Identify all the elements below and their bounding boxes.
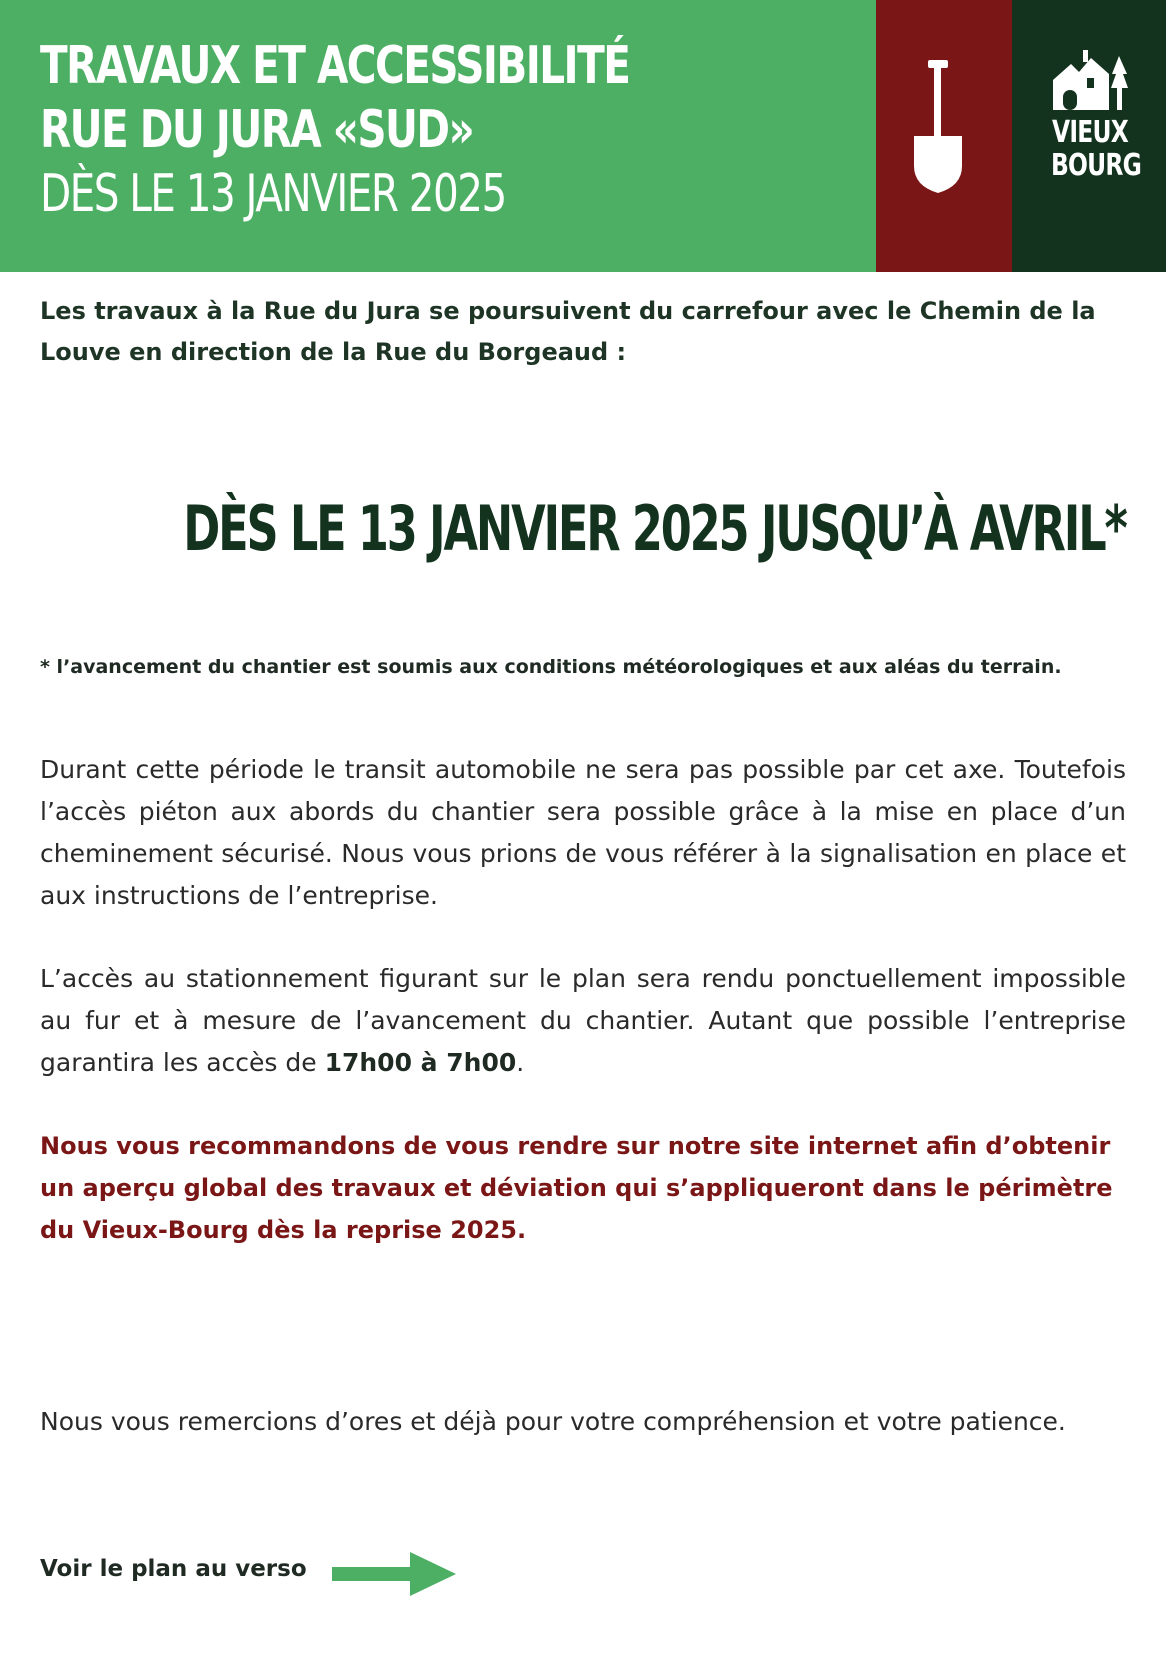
shovel-icon	[908, 58, 968, 198]
paragraph-parking	[40, 958, 1126, 1084]
title-line-2: RUE DU JURA «SUD»	[40, 100, 474, 160]
footnote: * l’avancement du chantier est soumis aux conditions météorologiques et aux aléas du terrain.	[40, 656, 1062, 678]
title-line-1: TRAVAUX ET ACCESSIBILITÉ	[40, 36, 630, 96]
parking-hours: 17h00 à 7h00	[324, 1048, 517, 1077]
intro-text: Les travaux à la Rue du Jura se poursuivent du carrefour avec le Chemin de la Louve en direction de la Rue du Borgeaud :	[40, 297, 1096, 366]
headline-text: DÈS LE 13 JANVIER 2025 JUSQU’À AVRIL*	[183, 492, 1126, 565]
thanks-text: Nous vous remercions d’ores et déjà pour votre compréhension et votre patience.	[40, 1407, 1066, 1436]
vieux-bourg-logo	[1040, 50, 1140, 182]
arrow-right-icon	[332, 1550, 458, 1598]
see-plan-verso: Voir le plan au verso	[40, 1556, 307, 1582]
parking-text: L’accès au stationnement figurant sur le plan sera rendu ponctuellement impossible au fur et à mesure de l’avancement du chantier. Autant que possible l’entreprise garantira les accès de	[40, 964, 1126, 1077]
parking-end: .	[516, 1048, 525, 1077]
website-recommendation: Nous vous recommandons de vous rendre sur notre site internet afin d’obtenir un aperçu global des travaux et déviation qui s’appliqueront dans le périmètre du Vieux-Bourg dès la reprise 2025.	[40, 1132, 1113, 1244]
headline-dates	[0, 492, 1166, 565]
logo-text-bourg: BOURG	[1051, 148, 1142, 183]
page-title	[40, 34, 796, 226]
title-line-3: DÈS LE 13 JANVIER 2025	[40, 164, 506, 224]
logo-text-vieux: VIEUX	[1052, 115, 1128, 150]
village-house-icon	[1049, 50, 1131, 112]
paragraph-transit: Durant cette période le transit automobile ne sera pas possible par cet axe. Toutefois l’accès piéton aux abords du chantier sera possible grâce à la mise en place d’un cheminement sécurisé. Nous vous prions de vous référer à la signalisation en place et aux instructions de l’entreprise.	[40, 755, 1126, 910]
header-banner	[0, 0, 1166, 272]
